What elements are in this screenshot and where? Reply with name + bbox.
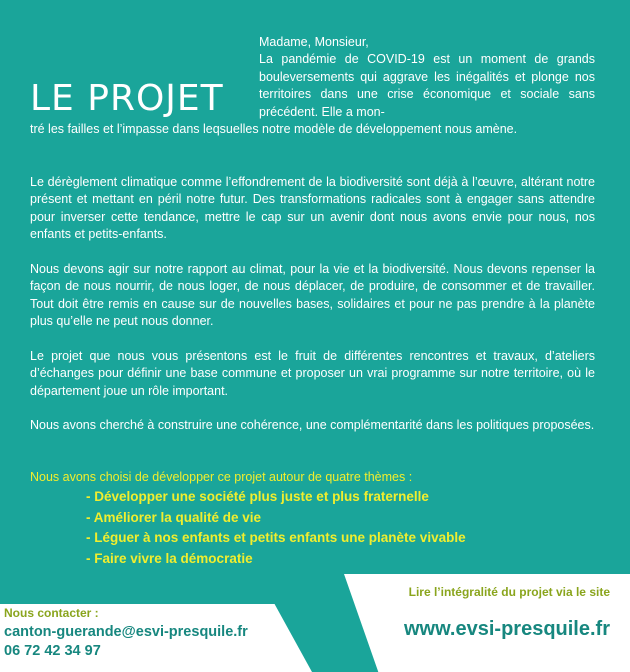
intro-text-bottom: tré les failles et l’impasse dans leqsuelles notre modèle de développement nous amène. [30, 122, 518, 136]
theme-item: - Développer une société plus juste et plus fraternelle [86, 489, 429, 504]
contact-email-link[interactable]: canton-guerande@esvi-presquile.fr [4, 624, 248, 640]
greeting: Madame, Monsieur, [259, 35, 369, 49]
site-label: Lire l’intégralité du projet via le site [408, 585, 610, 599]
site-url-link[interactable]: www.evsi-presquile.fr [404, 618, 610, 640]
intro-bottom [30, 121, 595, 138]
theme-item: - Faire vivre la démocratie [86, 550, 253, 566]
themes-list [86, 487, 466, 569]
paragraph-climate: Le dérèglement climatique comme l’effondrement de la biodiversité sont déjà à l’œuvre, altérant notre présent et mettant en péril notre futur. Des transformations radicales sont à engager sans attendre pour inverser cette tendance, mettre le cap sur un avenir dont nous avons envie pour nous, nos enfants et petits-enfants. [30, 175, 595, 242]
contact-phone[interactable]: 06 72 42 34 97 [4, 643, 101, 659]
theme-item: - Léguer à nos enfants et petits enfants une planète vivable [86, 530, 466, 545]
page-title: LE PROJET [30, 78, 224, 120]
contact-label: Nous contacter : [4, 606, 99, 620]
theme-item: - Améliorer la qualité de vie [86, 509, 262, 525]
intro-top [259, 34, 595, 121]
intro-text-top: La pandémie de COVID-19 est un moment de grands bouleversements qui aggrave les inégalités et plonge nos territoires dans une crise économique et sociale sans précédent. Elle a mon- [259, 52, 595, 119]
paragraph-project: Le projet que nous vous présentons est le fruit de différentes rencontres et travaux, d’ateliers d’échanges pour définir une base commune et proposer un vrai programme sur notre territoire, où le département joue un rôle important. [30, 349, 595, 398]
themes-intro: Nous avons choisi de développer ce projet autour de quatre thèmes : [30, 470, 413, 484]
paragraph-action: Nous devons agir sur notre rapport au climat, pour la vie et la biodiversité. Nous devons repenser la façon de nous nourrir, de nous loger, de nous déplacer, de produire, de consommer et de travailler. Tout doit être remis en cause sur de nouvelles bases, solidaires et pour ne pas prendre à la planète plus qu’elle ne peut nous donner. [30, 262, 595, 329]
paragraph-coherence: Nous avons cherché à construire une cohérence, une complémentarité dans les politiques proposées. [30, 418, 595, 432]
